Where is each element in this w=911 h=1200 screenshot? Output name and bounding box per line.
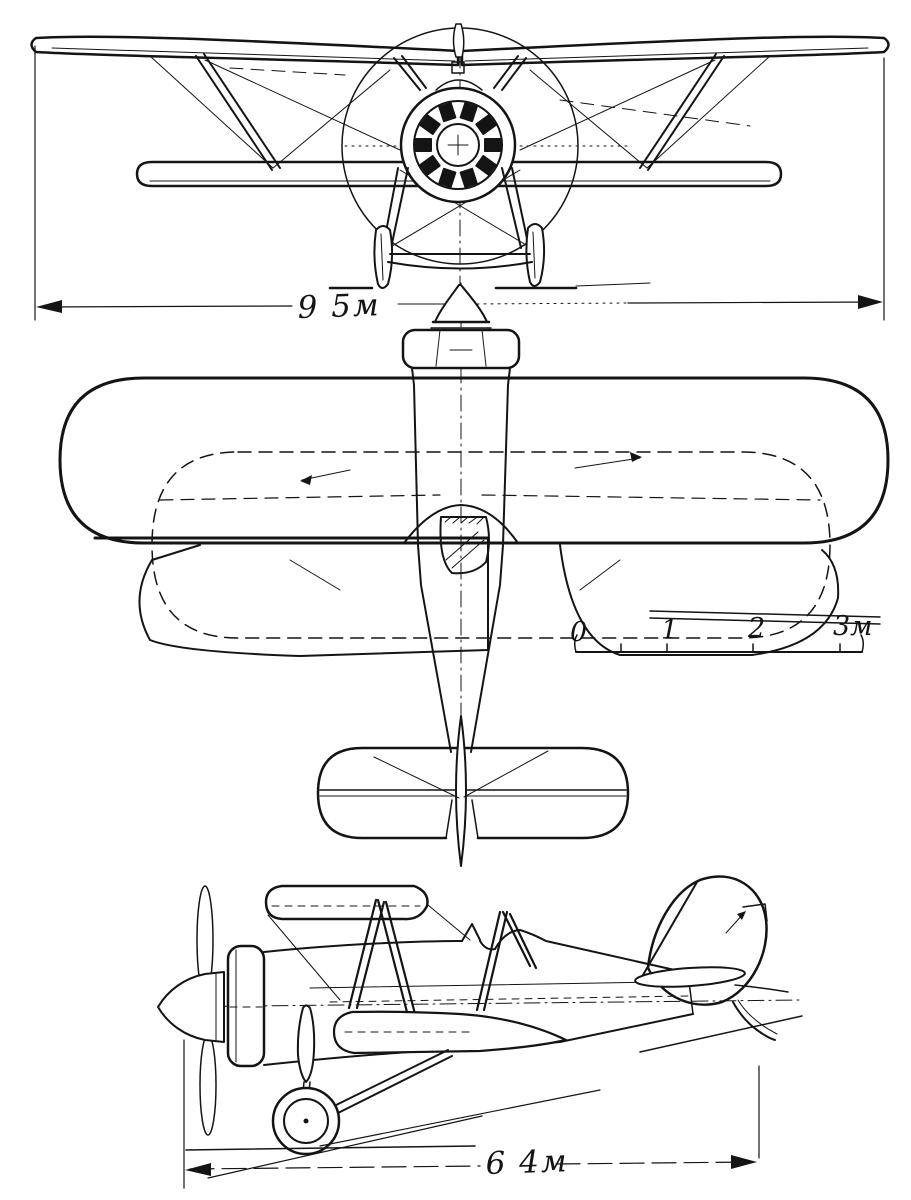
length-dimension bbox=[184, 1040, 759, 1188]
cowl-top bbox=[403, 330, 519, 368]
top-view bbox=[60, 283, 888, 868]
scale-label-3: 3м bbox=[833, 611, 873, 642]
scale-bar bbox=[570, 611, 873, 652]
scale-ticks bbox=[621, 644, 840, 652]
propeller-blade-tip bbox=[454, 24, 464, 57]
dimension-arrow-left bbox=[36, 300, 62, 313]
cockpit-opening bbox=[440, 517, 489, 573]
lower-wing-hidden-outline bbox=[152, 452, 830, 638]
tail-ground-ref bbox=[640, 1016, 802, 1052]
cowling-side bbox=[228, 946, 264, 1066]
radial-engine bbox=[401, 88, 515, 202]
scale-label-0: 0 bbox=[570, 617, 588, 648]
interplane-strut-right bbox=[640, 54, 724, 170]
side-view bbox=[158, 876, 802, 1188]
scale-label-1: 1 bbox=[661, 615, 679, 646]
spinner-side bbox=[158, 972, 224, 1042]
wingspan-label: 9 5м bbox=[297, 287, 382, 326]
windscreen bbox=[462, 924, 480, 941]
front-view bbox=[32, 24, 889, 326]
tailplane-side bbox=[635, 964, 746, 990]
propeller-blade-lower bbox=[200, 1035, 216, 1135]
scale-label-2: 2 bbox=[748, 613, 766, 644]
tail-side bbox=[635, 876, 802, 1052]
dimension-arrow-right bbox=[731, 1155, 757, 1169]
dimension-arrow-right bbox=[858, 295, 883, 309]
gear-leg-fairing bbox=[298, 1006, 314, 1083]
length-label: 6 4м bbox=[485, 1143, 570, 1182]
fin-edge-on bbox=[456, 716, 466, 866]
gear-rear-strut bbox=[330, 1050, 452, 1114]
dimension-arrow-left bbox=[185, 1163, 211, 1176]
interplane-strut-left bbox=[196, 54, 280, 170]
upper-wing-side bbox=[266, 886, 427, 919]
upper-wing-planform bbox=[60, 378, 888, 543]
tail-skid bbox=[733, 1002, 775, 1040]
lower-wing-side bbox=[334, 1012, 566, 1053]
